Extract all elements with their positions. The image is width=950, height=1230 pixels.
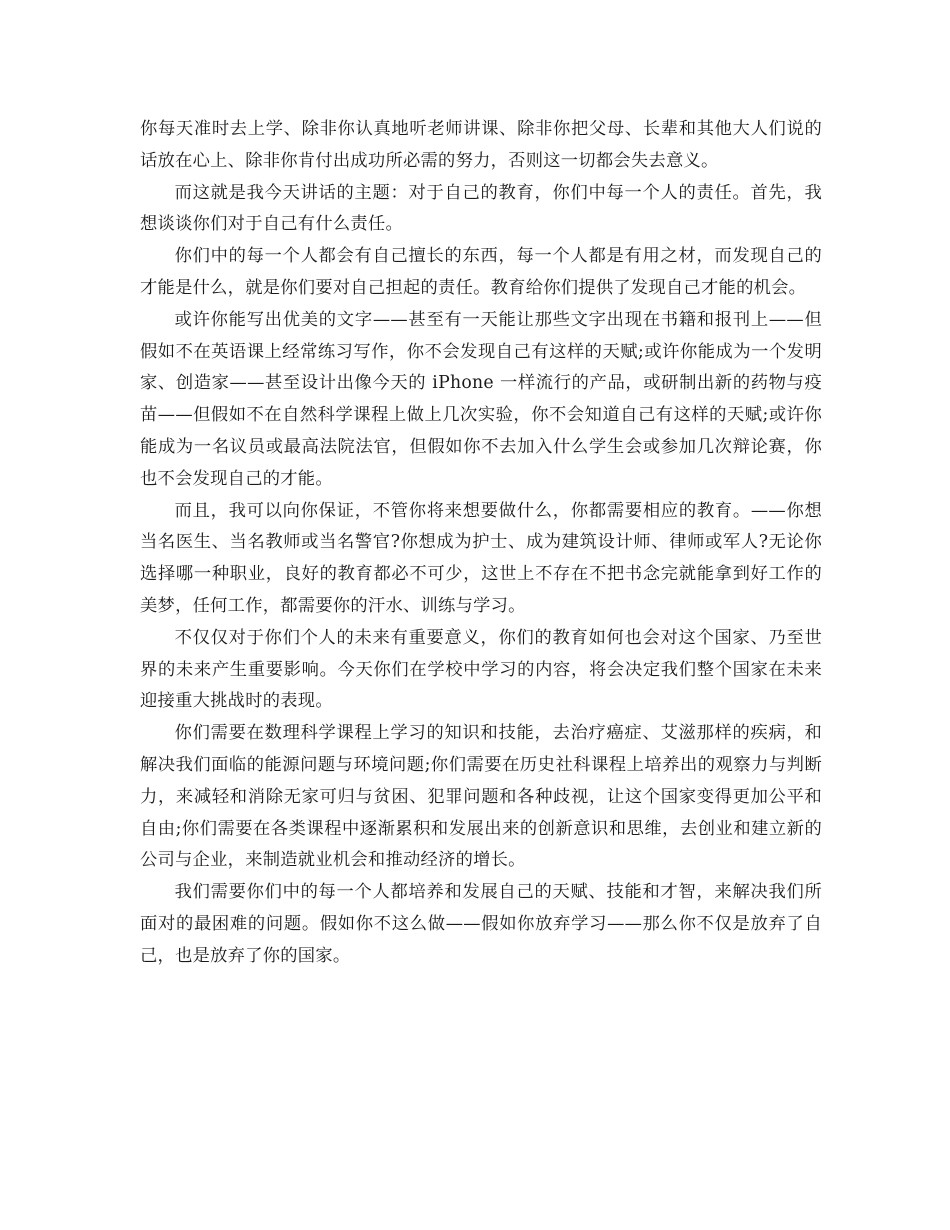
paragraph-examples: 或许你能写出优美的文字——甚至有一天能让那些文字出现在书籍和报刊上——但假如不在英语课上经常练习写作，你不会发现自己有这样的天赋;或许你能成为一个发明家、创造家——甚至设计出像今天的 iPhone 一样流行的产品，或研制出新的药物与疫苗——但假如不在自然科学课程上做上几次实验，你不会知道自己有这样的天赋;或许你能成为一名议员或最高法院法官，但假如你不去加入什么学生会或参加几次辩论赛，你也不会发现自己的才能。 — [140, 309, 822, 489]
paragraph-career: 而且，我可以向你保证，不管你将来想要做什么，你都需要相应的教育。——你想当名医生、当名教师或当名警官?你想成为护士、成为建筑设计师、律师或军人?无论你选择哪一种职业，良好的教育都必不可少，这世上不存在不把书念完就能拿到好工作的美梦，任何工作，都需要你的汗水、训练与学习。 — [140, 500, 822, 616]
document-body — [140, 114, 822, 973]
paragraph-topic: 而这就是我今天讲话的主题：对于自己的教育，你们中每一个人的责任。首先，我想谈谈你们对于自己有什么责任。 — [140, 182, 822, 235]
paragraph-continuation: 你每天准时去上学、除非你认真地听老师讲课、除非你把父母、长辈和其他大人们说的话放在心上、除非你肯付出成功所必需的努力，否则这一切都会失去意义。 — [140, 119, 822, 171]
paragraph-skills-needed: 你们需要在数理科学课程上学习的知识和技能，去治疗癌症、艾滋那样的疾病，和解决我们面临的能源问题与环境问题;你们需要在历史社科课程上培养出的观察力与判断力，来减轻和消除无家可归与贫困、犯罪问题和各种歧视，让这个国家变得更加公平和自由;你们需要在各类课程中逐渐累积和发展出来的创新意识和思维，去创业和建立新的公司与企业，来制造就业机会和推动经济的增长。 — [140, 723, 822, 871]
paragraph-conclusion: 我们需要你们中的每一个人都培养和发展自己的天赋、技能和才智，来解决我们所面对的最困难的问题。假如你不这么做——假如你放弃学习——那么你不仅是放弃了自己，也是放弃了你的国家。 — [140, 882, 822, 966]
paragraph-talents: 你们中的每一个人都会有自己擅长的东西，每一个人都是有用之材，而发现自己的才能是什么，就是你们要对自己担起的责任。教育给你们提供了发现自己才能的机会。 — [140, 246, 822, 298]
paragraph-nation-future: 不仅仅对于你们个人的未来有重要意义，你们的教育如何也会对这个国家、乃至世界的未来产生重要影响。今天你们在学校中学习的内容，将会决定我们整个国家在未来迎接重大挑战时的表现。 — [140, 627, 822, 712]
